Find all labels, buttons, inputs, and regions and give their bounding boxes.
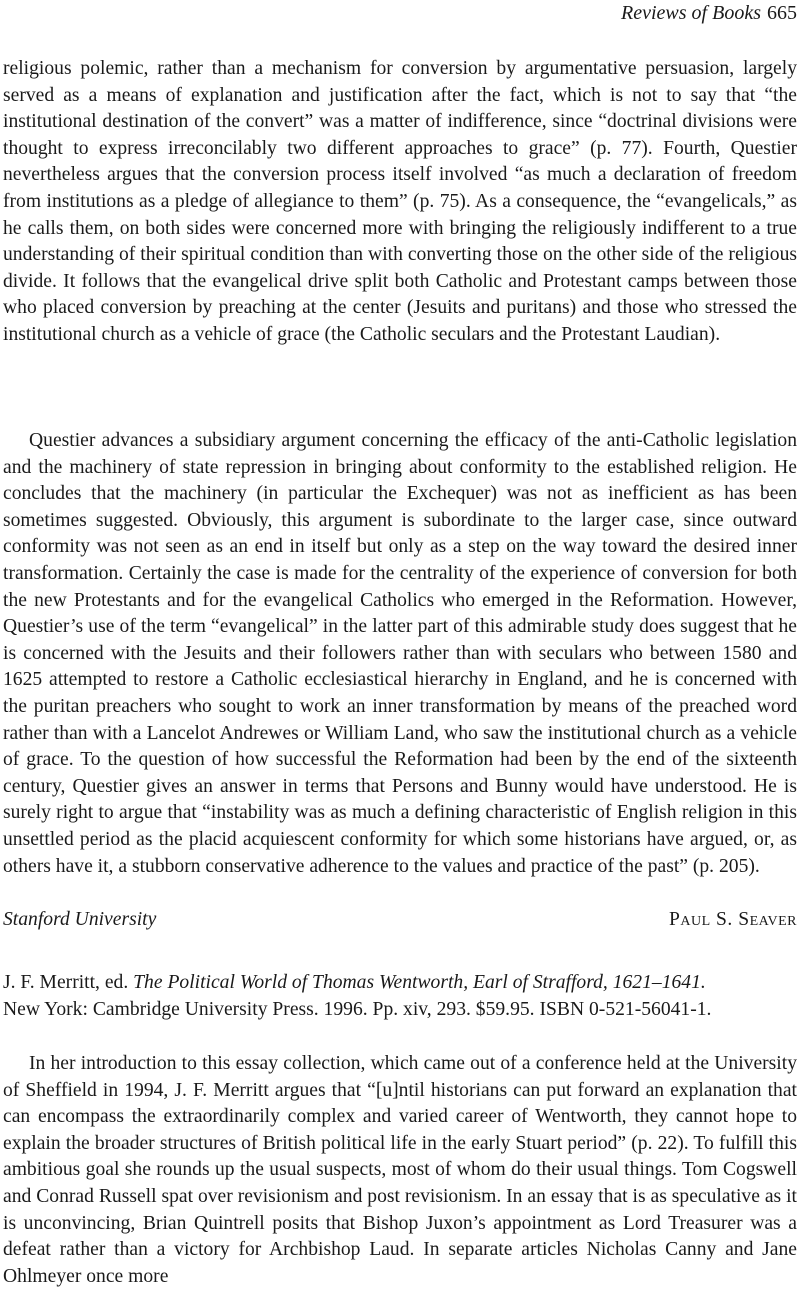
- running-head: [621, 0, 797, 26]
- citation-publication: New York: Cambridge University Press. 1996. Pp. xiv, 293. $59.95. ISBN 0-521-56041-1.: [3, 998, 712, 1020]
- reviewer-affiliation: Stanford University: [3, 909, 157, 930]
- reviewer-name: Paul S. Seaver: [668, 909, 797, 930]
- page-number: 665: [767, 2, 797, 24]
- journal-title: Reviews of Books: [621, 2, 761, 24]
- paragraph-second-text: Questier advances a subsidiary argument concerning the efficacy of the anti-Catholic legislation and the machinery of state repression in bringing about conformity to the established religion. He concludes that the machinery (in particular the Exchequer) was not as inefficient as has been sometimes suggested. Obviously, this argument is subordinate to the larger case, since outward conformity was not seen as an end in itself but only as a step on the way toward the desired inner transformation. Certainly the case is made for the centrality of the experience of conversion for both the new Protestants and for the evangelical Catholics who emerged in the Reformation. However, Questier’s use of the term “evangelical” in the latter part of this admirable study does suggest that he is concerned with the Jesuits and their followers rather than with seculars who between 1580 and 1625 attempted to restore a Catholic ecclesiastical hierarchy in England, and he is concerned with the puritan preachers who sought to work an inner transformation by means of the preached word rather than with a Lancelot Andrewes or William Land, who saw the institutional church as a vehicle of grace. To the question of how successful the Reformation had been by the end of the sixteenth century, Questier gives an answer in terms that Persons and Bunny would have understood. He is surely right to argue that “instability was as much a defining characteristic of English religion in this unsettled period as the placid acquiescent conformity for which some historians have argued, or, as others have it, a stubborn conservative adherence to the values and practice of the past” (p. 205).: [3, 430, 797, 877]
- book-citation: [3, 970, 797, 1023]
- review-signature: [3, 906, 797, 934]
- citation-editor: J. F. Merritt, ed.: [3, 972, 129, 993]
- paragraph-second: [3, 428, 797, 880]
- citation-title: The Political World of Thomas Wentworth, Earl of Strafford, 1621–1641.: [133, 972, 706, 993]
- paragraph-continuation-text: religious polemic, rather than a mechanism for conversion by argumentative persuasion, largely served as a means of explanation and justification after the fact, which is not to say that “the institutional destination of the convert” was a matter of indifference, since “doctrinal divisions were thought to express irreconcilably two different approaches to grace” (p. 77). Fourth, Questier nevertheless argues that the conversion process itself involved “as much a declaration of freedom from institutions as a pledge of allegiance to them” (p. 75). As a consequence, the “evangelicals,” as he calls them, on both sides were concerned more with bringing the religiously indifferent to a true understanding of their spiritual condition than with converting those on the other side of the religious divide. It follows that the evangelical drive split both Catholic and Protestant camps between those who placed conversion by preaching at the center (Jesuits and puritans) and those who stressed the institutional church as a vehicle of grace (the Catholic seculars and the Protestant Laudian).: [3, 58, 797, 345]
- paragraph-continuation: [3, 56, 797, 349]
- paragraph-third-text: In her introduction to this essay collection, which came out of a conference held at the University of Sheffield in 1994, J. F. Merritt argues that “[u]ntil historians can put forward an explanation that can encompass the extraordinarily complex and varied career of Wentworth, they cannot hope to explain the broader structures of British political life in the early Stuart period” (p. 22). To fulfill this ambitious goal she rounds up the usual suspects, most of whom do their usual things. Tom Cogswell and Conrad Russell spat over revisionism and post revisionism. In an essay that is as speculative as it is unconvincing, Brian Quintrell posits that Bishop Juxon’s appointment as Lord Treasurer was a defeat rather than a victory for Archbishop Laud. In separate articles Nicholas Canny and Jane Ohlmeyer once more: [3, 1053, 797, 1287]
- paragraph-third: [3, 1051, 797, 1290]
